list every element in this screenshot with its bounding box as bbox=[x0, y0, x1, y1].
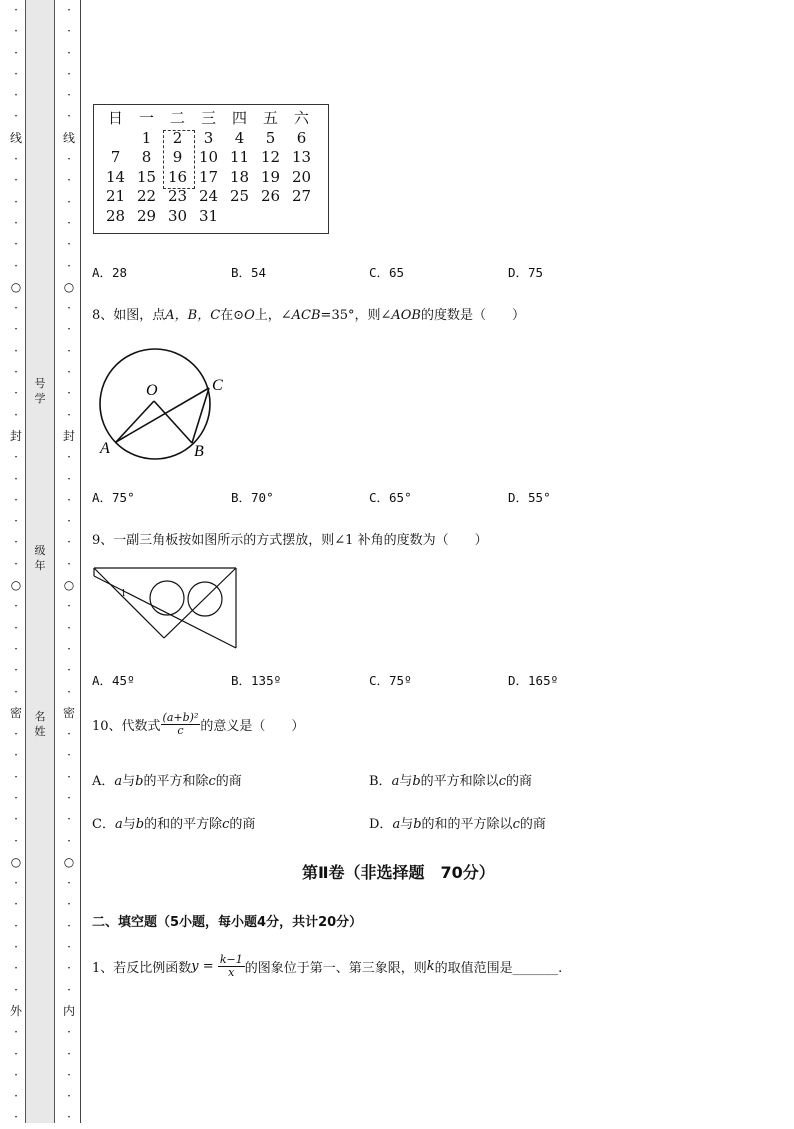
cal-cell: 19 bbox=[260, 167, 281, 186]
cal-cell bbox=[255, 207, 286, 227]
cal-cell: 15 bbox=[136, 167, 157, 186]
cal-head: 日 bbox=[107, 109, 123, 127]
q9-option-b[interactable]: B．135º bbox=[231, 673, 282, 688]
q10-fraction: $\frac{\text{(a+b)²}}{c}$ bbox=[162, 711, 199, 737]
cal-cell: 5 bbox=[265, 128, 276, 147]
dot: · bbox=[67, 215, 71, 230]
q10-option-a[interactable]: A．a与b的平方和除c的商 bbox=[92, 774, 242, 789]
cal-cell: 31 bbox=[198, 206, 219, 225]
dot: · bbox=[14, 620, 18, 635]
binding-label: 线 bbox=[63, 130, 76, 145]
dot: · bbox=[67, 727, 71, 742]
q10-option-d[interactable]: D．a与b的和的平方除以c的商 bbox=[369, 817, 546, 832]
binding-label: 内 bbox=[63, 1003, 76, 1018]
cal-head: 六 bbox=[293, 109, 309, 127]
dot: · bbox=[14, 365, 18, 380]
cal-cell: 14 bbox=[105, 167, 126, 186]
q1-fraction: $\frac{k-1}{x}$ bbox=[219, 953, 243, 979]
dot: · bbox=[14, 833, 18, 848]
dot: · bbox=[14, 876, 18, 891]
dot: · bbox=[67, 897, 71, 912]
dot: · bbox=[14, 535, 18, 550]
circle-mark: ○ bbox=[10, 854, 22, 869]
circle-mark: ○ bbox=[10, 279, 22, 294]
cal-cell: 11 bbox=[229, 148, 250, 166]
q9-stem: 9、一副三角板按如图所示的方式摆放，则∠1 补角的度数为（ ） bbox=[92, 533, 488, 548]
dot: · bbox=[14, 1067, 18, 1082]
q9-option-a[interactable]: A．45º bbox=[92, 673, 135, 688]
dot: · bbox=[14, 492, 18, 507]
cal-cell: 26 bbox=[260, 187, 281, 205]
dot: · bbox=[67, 1067, 71, 1082]
dot: · bbox=[14, 727, 18, 742]
dot: · bbox=[67, 876, 71, 891]
cal-head: 三 bbox=[200, 109, 216, 127]
label-a: A bbox=[100, 440, 110, 457]
dot: · bbox=[67, 322, 71, 337]
dot: · bbox=[67, 471, 71, 486]
cal-cell: 16 bbox=[167, 167, 188, 186]
dot: · bbox=[14, 1089, 18, 1104]
dot: · bbox=[14, 258, 18, 273]
outer-dot-column bbox=[10, 0, 22, 1129]
binding-label: 封 bbox=[10, 428, 23, 443]
dot: · bbox=[14, 897, 18, 912]
label-c: C bbox=[212, 377, 223, 394]
label-b: B bbox=[194, 443, 204, 460]
cal-cell: 22 bbox=[136, 187, 157, 205]
q10-stem: 10、代数式 $\frac{\text{(a+b)²}}{c}$ 的意义是（ ） bbox=[92, 711, 305, 737]
dot: · bbox=[14, 152, 18, 167]
circle-mark: ○ bbox=[63, 854, 75, 869]
dot: · bbox=[14, 1025, 18, 1040]
dot: · bbox=[14, 556, 18, 571]
dot: · bbox=[14, 918, 18, 933]
binding-label: 线 bbox=[10, 130, 23, 145]
dot: · bbox=[67, 45, 71, 60]
q8-option-c[interactable]: C．65° bbox=[369, 490, 412, 505]
calendar-header-row bbox=[100, 109, 317, 129]
dot: · bbox=[67, 1046, 71, 1061]
dot: · bbox=[67, 407, 71, 422]
cal-cell bbox=[224, 207, 255, 227]
cal-cell: 4 bbox=[234, 128, 245, 147]
dot: · bbox=[67, 301, 71, 316]
binding-label: 密 bbox=[63, 705, 76, 720]
dot: · bbox=[14, 45, 18, 60]
dot: · bbox=[14, 322, 18, 337]
q8-option-d[interactable]: D．55° bbox=[508, 490, 551, 505]
dot: · bbox=[67, 641, 71, 656]
dot: · bbox=[14, 1110, 18, 1125]
dot: · bbox=[14, 407, 18, 422]
inner-dot-column bbox=[63, 0, 75, 1129]
dot: · bbox=[14, 88, 18, 103]
dot: · bbox=[14, 66, 18, 81]
calendar-table bbox=[93, 104, 329, 234]
dot: · bbox=[67, 833, 71, 848]
cal-cell: 18 bbox=[229, 167, 250, 186]
dot: · bbox=[14, 194, 18, 209]
dot: · bbox=[67, 492, 71, 507]
dot: · bbox=[67, 663, 71, 678]
dot: · bbox=[67, 343, 71, 358]
cal-cell: 24 bbox=[198, 187, 219, 205]
cal-cell: 29 bbox=[136, 206, 157, 225]
dot: · bbox=[67, 386, 71, 401]
dot: · bbox=[14, 109, 18, 124]
dot: · bbox=[67, 3, 71, 17]
dot: · bbox=[67, 450, 71, 465]
section-heading: 二、填空题（5小题，每小题4分，共计20分） bbox=[92, 915, 363, 930]
dot: · bbox=[14, 812, 18, 827]
dot: · bbox=[67, 1089, 71, 1104]
name-label: 名 姓 bbox=[34, 710, 46, 738]
student-number-label: 号 学 bbox=[34, 377, 46, 405]
dot: · bbox=[14, 641, 18, 656]
dot: · bbox=[67, 514, 71, 529]
cal-cell: 13 bbox=[291, 148, 312, 166]
q7-option-a[interactable]: A．28 bbox=[92, 265, 128, 280]
dot: · bbox=[67, 961, 71, 976]
cal-head: 二 bbox=[169, 109, 185, 127]
cal-head: 五 bbox=[262, 109, 278, 127]
q10-option-b[interactable]: B．a与b的平方和除以c的商 bbox=[369, 774, 532, 789]
label-o: O bbox=[146, 382, 158, 399]
dot: · bbox=[67, 194, 71, 209]
dot: · bbox=[67, 88, 71, 103]
cal-cell bbox=[286, 207, 317, 227]
q7-option-c[interactable]: C．65 bbox=[369, 265, 405, 280]
dot: · bbox=[67, 365, 71, 380]
dot: · bbox=[14, 173, 18, 188]
calendar-row bbox=[100, 148, 317, 168]
q7-option-d[interactable]: D．75 bbox=[508, 265, 544, 280]
dot: · bbox=[14, 215, 18, 230]
dot: · bbox=[14, 769, 18, 784]
cal-cell: 1 bbox=[141, 128, 152, 147]
q9-option-c[interactable]: C．75º bbox=[369, 673, 412, 688]
binding-label: 密 bbox=[10, 705, 23, 720]
dot: · bbox=[14, 450, 18, 465]
cal-cell: 3 bbox=[203, 128, 214, 147]
calendar-row bbox=[100, 207, 317, 227]
dot: · bbox=[67, 152, 71, 167]
calendar-row bbox=[100, 129, 317, 149]
dot: · bbox=[14, 684, 18, 699]
dot: · bbox=[14, 1046, 18, 1061]
cal-cell: 30 bbox=[167, 206, 188, 225]
cal-cell: 8 bbox=[141, 148, 152, 166]
dot: · bbox=[67, 237, 71, 252]
calendar-row bbox=[100, 187, 317, 207]
circle-mark: ○ bbox=[63, 578, 75, 593]
dot: · bbox=[67, 769, 71, 784]
cal-cell: 9 bbox=[172, 148, 183, 166]
cal-cell bbox=[100, 129, 131, 149]
cal-head: 一 bbox=[138, 109, 154, 127]
grade-label: 级 年 bbox=[34, 544, 46, 572]
dot: · bbox=[67, 556, 71, 571]
cal-cell: 2 bbox=[172, 128, 183, 147]
q10-option-c[interactable]: C．a与b的和的平方除c的商 bbox=[92, 817, 256, 832]
dot: · bbox=[14, 301, 18, 316]
cal-cell: 23 bbox=[167, 187, 188, 205]
margin-rule bbox=[80, 0, 81, 1123]
dot: · bbox=[14, 982, 18, 997]
dot: · bbox=[67, 684, 71, 699]
q8-stem: 8、如图，点A，B，C在⊙O上，∠ACB=35°，则∠AOB的度数是（ ） bbox=[92, 308, 525, 323]
dot: · bbox=[67, 748, 71, 763]
dot: · bbox=[14, 940, 18, 955]
cal-cell: 28 bbox=[105, 206, 126, 225]
dot: · bbox=[14, 514, 18, 529]
dot: · bbox=[14, 471, 18, 486]
part2-title: 第Ⅱ卷（非选择题 70分） bbox=[302, 863, 495, 882]
cal-cell: 12 bbox=[260, 148, 281, 166]
calendar-row bbox=[100, 168, 317, 188]
cal-cell: 7 bbox=[110, 148, 121, 166]
fill-q1: 1、若反比例函数y = $\frac{k-1}{x}$ 的图象位于第一、第三象限，则k的取值范围是_______. bbox=[92, 953, 563, 979]
cal-cell: 27 bbox=[291, 187, 312, 205]
dot: · bbox=[14, 599, 18, 614]
circle-mark: ○ bbox=[10, 578, 22, 593]
dot: · bbox=[14, 386, 18, 401]
triangle-figure bbox=[92, 566, 240, 652]
angle-1-label: 1 bbox=[121, 588, 126, 599]
dot: · bbox=[67, 24, 71, 39]
dot: · bbox=[67, 258, 71, 273]
dot: · bbox=[14, 237, 18, 252]
cal-cell: 6 bbox=[296, 128, 307, 147]
cal-cell: 20 bbox=[291, 167, 312, 186]
dot: · bbox=[67, 66, 71, 81]
dot: · bbox=[14, 748, 18, 763]
dot: · bbox=[67, 535, 71, 550]
dot: · bbox=[14, 961, 18, 976]
dot: · bbox=[67, 1110, 71, 1125]
cal-head: 四 bbox=[231, 109, 247, 127]
dot: · bbox=[67, 918, 71, 933]
cal-cell: 21 bbox=[105, 187, 126, 205]
dot: · bbox=[67, 599, 71, 614]
dot: · bbox=[67, 109, 71, 124]
dot: · bbox=[14, 663, 18, 678]
dot: · bbox=[67, 1025, 71, 1040]
q8-option-a[interactable]: A．75° bbox=[92, 490, 135, 505]
binding-label: 外 bbox=[10, 1003, 23, 1018]
dot: · bbox=[67, 790, 71, 805]
cal-cell: 10 bbox=[198, 148, 219, 166]
circle-mark: ○ bbox=[63, 279, 75, 294]
cal-cell: 17 bbox=[198, 167, 219, 186]
q8-option-b[interactable]: B．70° bbox=[231, 490, 274, 505]
dot: · bbox=[67, 620, 71, 635]
dot: · bbox=[14, 790, 18, 805]
binding-label: 封 bbox=[63, 428, 76, 443]
dot: · bbox=[14, 343, 18, 358]
dot: · bbox=[14, 24, 18, 39]
dashed-selection-box bbox=[163, 130, 195, 189]
dot: · bbox=[67, 173, 71, 188]
q7-option-b[interactable]: B．54 bbox=[231, 265, 267, 280]
q9-option-d[interactable]: D．165º bbox=[508, 673, 559, 688]
dot: · bbox=[67, 982, 71, 997]
dot: · bbox=[14, 3, 18, 17]
circle-figure bbox=[92, 340, 242, 465]
dot: · bbox=[67, 940, 71, 955]
dot: · bbox=[67, 812, 71, 827]
cal-cell: 25 bbox=[229, 187, 250, 205]
